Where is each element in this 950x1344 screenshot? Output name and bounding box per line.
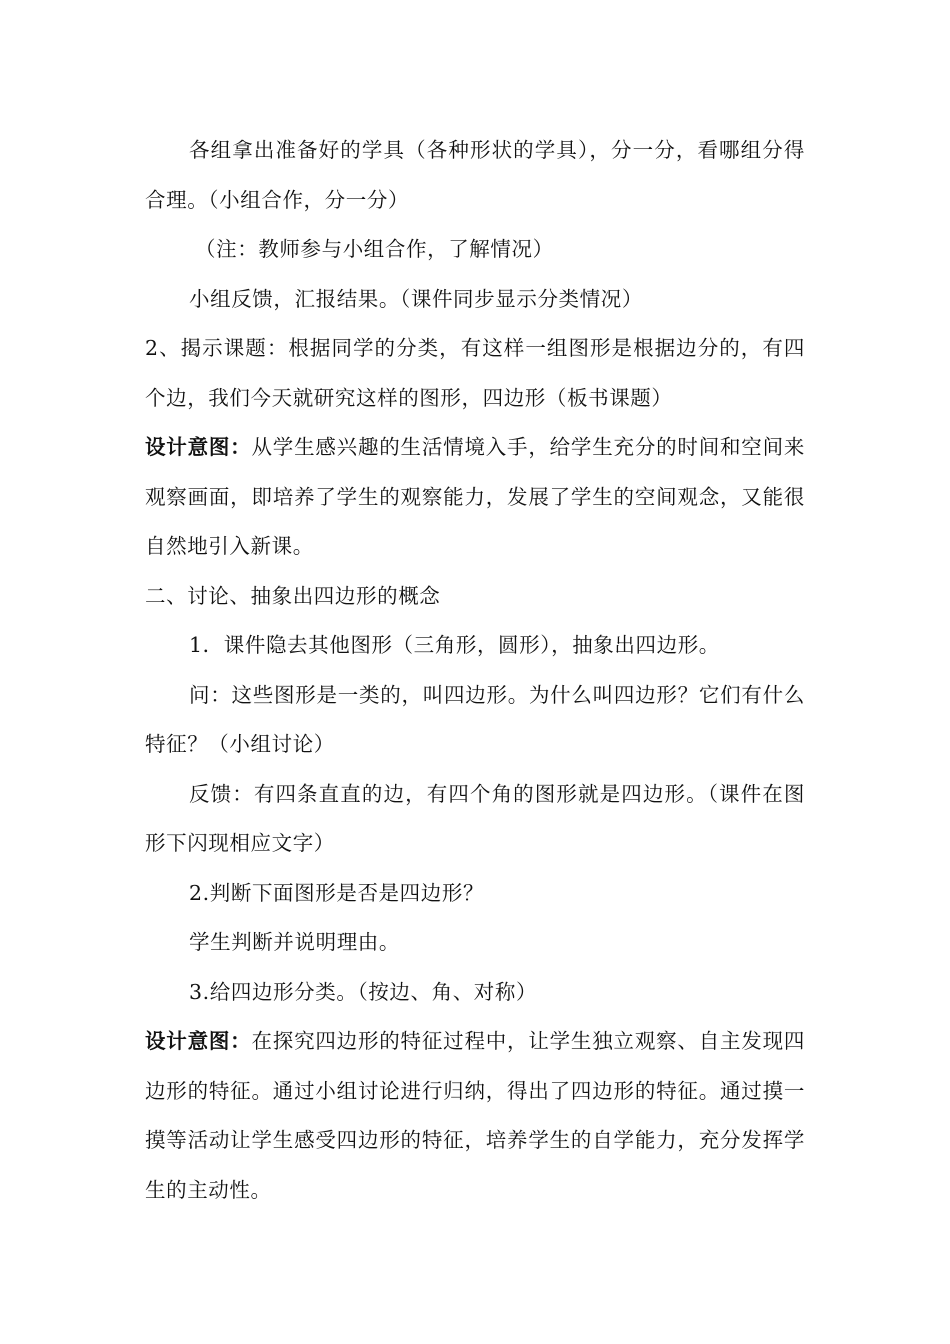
design-intent-text: 从学生感兴趣的生活情境入手，给学生充分的时间和空间来观察画面，即培养了学生的观察能力，发展了学生的空间观念，又能很自然地引入新课。: [145, 435, 805, 558]
paragraph-step-1: 1．课件隐去其他图形（三角形，圆形），抽象出四边形。: [189, 633, 720, 657]
paragraph-design-intent-1: [145, 423, 805, 572]
document-body: [145, 126, 805, 1215]
paragraph-question: 问：这些图形是一类的，叫四边形。为什么叫四边形？它们有什么特征？（小组讨论）: [145, 682, 805, 756]
paragraph-teacher-note: （注：教师参与小组合作，了解情况）: [195, 237, 554, 261]
paragraph-group-feedback: 小组反馈，汇报结果。（课件同步显示分类情况）: [189, 286, 643, 311]
design-intent-label: 设计意图：: [145, 435, 252, 459]
design-intent-text: 在探究四边形的特征过程中，让学生独立观察、自主发现四边形的特征。通过小组讨论进行归纳，得出了四边形的特征。通过摸一摸等活动让学生感受四边形的特征，培养学生的自学能力，充分发挥学生的主动性。: [145, 1029, 805, 1202]
paragraph-reveal-topic: 2、揭示课题：根据同学的分类，有这样一组图形是根据边分的，有四个边，我们今天就研究这样的图形，四边形（板书课题）: [145, 336, 805, 410]
paragraph-feedback: 反馈：有四条直直的边，有四个角的图形就是四边形。（课件在图形下闪现相应文字）: [145, 781, 805, 855]
paragraph-step-3: 3.给四边形分类。（按边、角、对称）: [189, 979, 538, 1004]
section-heading-discussion: 二、讨论、抽象出四边形的概念: [145, 583, 441, 608]
paragraph-student-judge: 学生判断并说明理由。: [189, 930, 400, 954]
paragraph-design-intent-2: [145, 1017, 805, 1215]
design-intent-label: 设计意图：: [145, 1029, 252, 1053]
paragraph-step-2: 2.判断下面图形是否是四边形？: [189, 880, 485, 905]
paragraph-group-activity: 各组拿出准备好的学具（各种形状的学具），分一分，看哪组分得合理。（小组合作，分一分）: [145, 138, 805, 212]
